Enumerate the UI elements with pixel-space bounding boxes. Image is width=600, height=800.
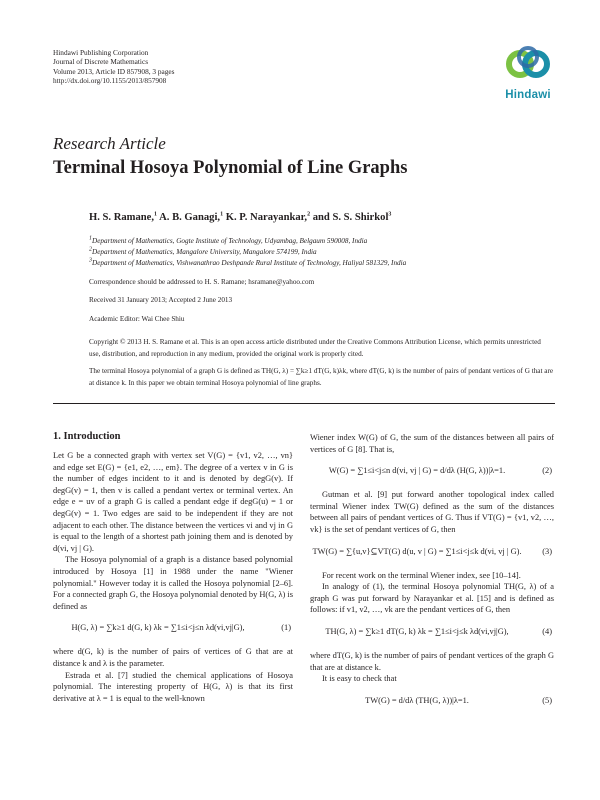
affiliation: $^1$Department of Mathematics, Gogte Institute of Technology, Udyambag, Belgaum 590008, India (89, 235, 368, 245)
right-column (310, 432, 554, 719)
equation-5 (310, 689, 554, 715)
logo-text: Hindawi (505, 89, 551, 101)
article-type: Research Article (53, 134, 166, 153)
equation-3 (310, 540, 554, 566)
publisher: Hindawi Publishing Corporation (53, 48, 149, 57)
paper-title: Terminal Hosoya Polynomial of Line Graphs (53, 158, 408, 178)
abstract: The terminal Hosoya polynomial of a graph G is defined as TH(G, λ) = ∑k≥1 dT(G, k)λk, where dT(G, k) is the number of pairs of pendant vertices of G that are at distance k. In this paper we obtain terminal Hosoya polynomial of line graphs. (89, 367, 554, 387)
copyright-notice: Copyright © 2013 H. S. Ramane et al. This is an open access article distributed under the Creative Commons Attribution License, which permits unrestricted use, distribution, and reproduction in any medium, provided the original work is properly cited. (89, 338, 541, 358)
affiliations (89, 236, 406, 269)
divider (53, 403, 555, 404)
author-name: and S. S. Shirkol (312, 212, 389, 223)
equation-2 (310, 459, 554, 485)
doi-link[interactable]: http://dx.doi.org/10.1155/2013/857908 (53, 76, 167, 86)
affiliation: $^3$Department of Mathematics, Vishwanathrao Deshpande Rural Institute of Technology, Haliyal 581329, India (89, 257, 407, 267)
author-aff: 1 (154, 211, 158, 218)
affiliation: $^2$Department of Mathematics, Mangalore University, Mangalore 574199, India (89, 246, 317, 256)
journal-header (53, 48, 174, 86)
equation-4 (310, 620, 554, 646)
equation-number: (2) (542, 466, 552, 476)
paragraph: For recent work on the terminal Wiener index, see [10–14]. (322, 570, 521, 580)
equation-number: (4) (542, 626, 552, 636)
paragraph: The Hosoya polynomial of a graph is a distance based polynomial introduced by Hosoya [1] in 1988 under the name "Wiener polynomial." However today it is called the Hosoya polynomial [2–6]. For a connected graph G, the Hosoya polynomial denoted by H(G, λ) is defined as (53, 555, 293, 611)
author-name: H. S. Ramane, (89, 212, 155, 223)
equation: TW(G) = d/dλ (TH(G, λ))|λ=1. (365, 695, 469, 705)
equation-1 (53, 616, 293, 642)
paragraph: Estrada et al. [7] studied the chemical applications of Hosoya polynomial. The interesting property of H(G, λ) is that its first derivative at λ = 1 is equal to the well-known (53, 670, 293, 703)
paragraph: Gutman et al. [9] put forward another topological index called terminal Wiener index TW(G) defined as the sum of the distances between all pairs of pendant vertices of G. Thus if VT(G) = {v1, v2, …, vk} is the set of pendant vertices of G, then (310, 490, 554, 534)
paragraph: It is easy to check that (322, 674, 397, 684)
equation: H(G, λ) = ∑k≥1 d(G, k) λk = ∑1≤i<j≤n λd(vi,vj|G), (71, 623, 245, 633)
correspondence: Correspondence should be addressed to H. S. Ramane; hsramane@yahoo.com (89, 278, 315, 286)
left-column (53, 450, 293, 704)
author-name: K. P. Narayankar, (225, 212, 308, 223)
author-aff: 3 (388, 211, 392, 218)
hindawi-logo-icon (498, 40, 558, 88)
section-heading: 1. Introduction (53, 431, 121, 442)
volume-info: Volume 2013, Article ID 857908, 3 pages (53, 66, 175, 76)
academic-editor: Academic Editor: Wai Chee Shiu (89, 315, 185, 323)
equation-number: (1) (281, 623, 291, 633)
journal-name: Journal of Discrete Mathematics (53, 57, 149, 67)
received-dates: Received 31 January 2013; Accepted 2 June 2013 (89, 296, 233, 304)
paragraph: where d(G, k) is the number of pairs of vertices of G that are at distance k and λ is the parameter. (53, 647, 293, 668)
equation: TW(G) = ∑{u,v}⊆VT(G) d(u, v | G) = ∑1≤i<j≤k d(vi, vj | G). (312, 546, 522, 556)
author-list (89, 212, 391, 223)
equation: W(G) = ∑1≤i<j≤n d(vi, vj | G) = d/dλ (H(G, λ))|λ=1. (328, 466, 506, 476)
author-aff: 1 (220, 211, 224, 218)
paragraph: In analogy of (1), the terminal Hosoya polynomial TH(G, λ) of a graph G was put forward by Narayankar et al. [15] and is defined as follows: if v1, v2, …, vk are the pendant vertices of G, then (310, 582, 554, 615)
paragraph: Let G be a connected graph with vertex set V(G) = {v1, v2, …, vn} and edge set E(G) = {e1, e2, …, em}. The degree of a vertex v in G is the number of edges incident to it and is denoted by degG(v). If degG(v) = 1, then v is called a pendant vertex or terminal vertex. An edge e = uv of a graph G is called a pendant edge if degG(u) = 1 or degG(v) = 1. Two edges are said to be independent if they are not adjacent to each other. The distance between the vertices vi and vj in G is equal to the length of a shortest path joining them and is denoted by d(vi, vj | G). (53, 451, 293, 553)
equation: TH(G, λ) = ∑k≥1 dT(G, k) λk = ∑1≤i<j≤k λd(vi,vj|G), (325, 626, 509, 636)
equation-number: (5) (542, 695, 552, 705)
hindawi-logo (498, 40, 558, 101)
author-name: A. B. Ganagi, (159, 212, 221, 223)
paragraph: where dT(G, k) is the number of pairs of pendant vertices of the graph G that are at distance k. (310, 650, 554, 672)
equation-number: (3) (542, 546, 552, 556)
author-aff: 2 (307, 211, 311, 218)
paragraph: Wiener index W(G) of G, the sum of the distances between all pairs of vertices of G [8]. That is, (310, 433, 554, 454)
